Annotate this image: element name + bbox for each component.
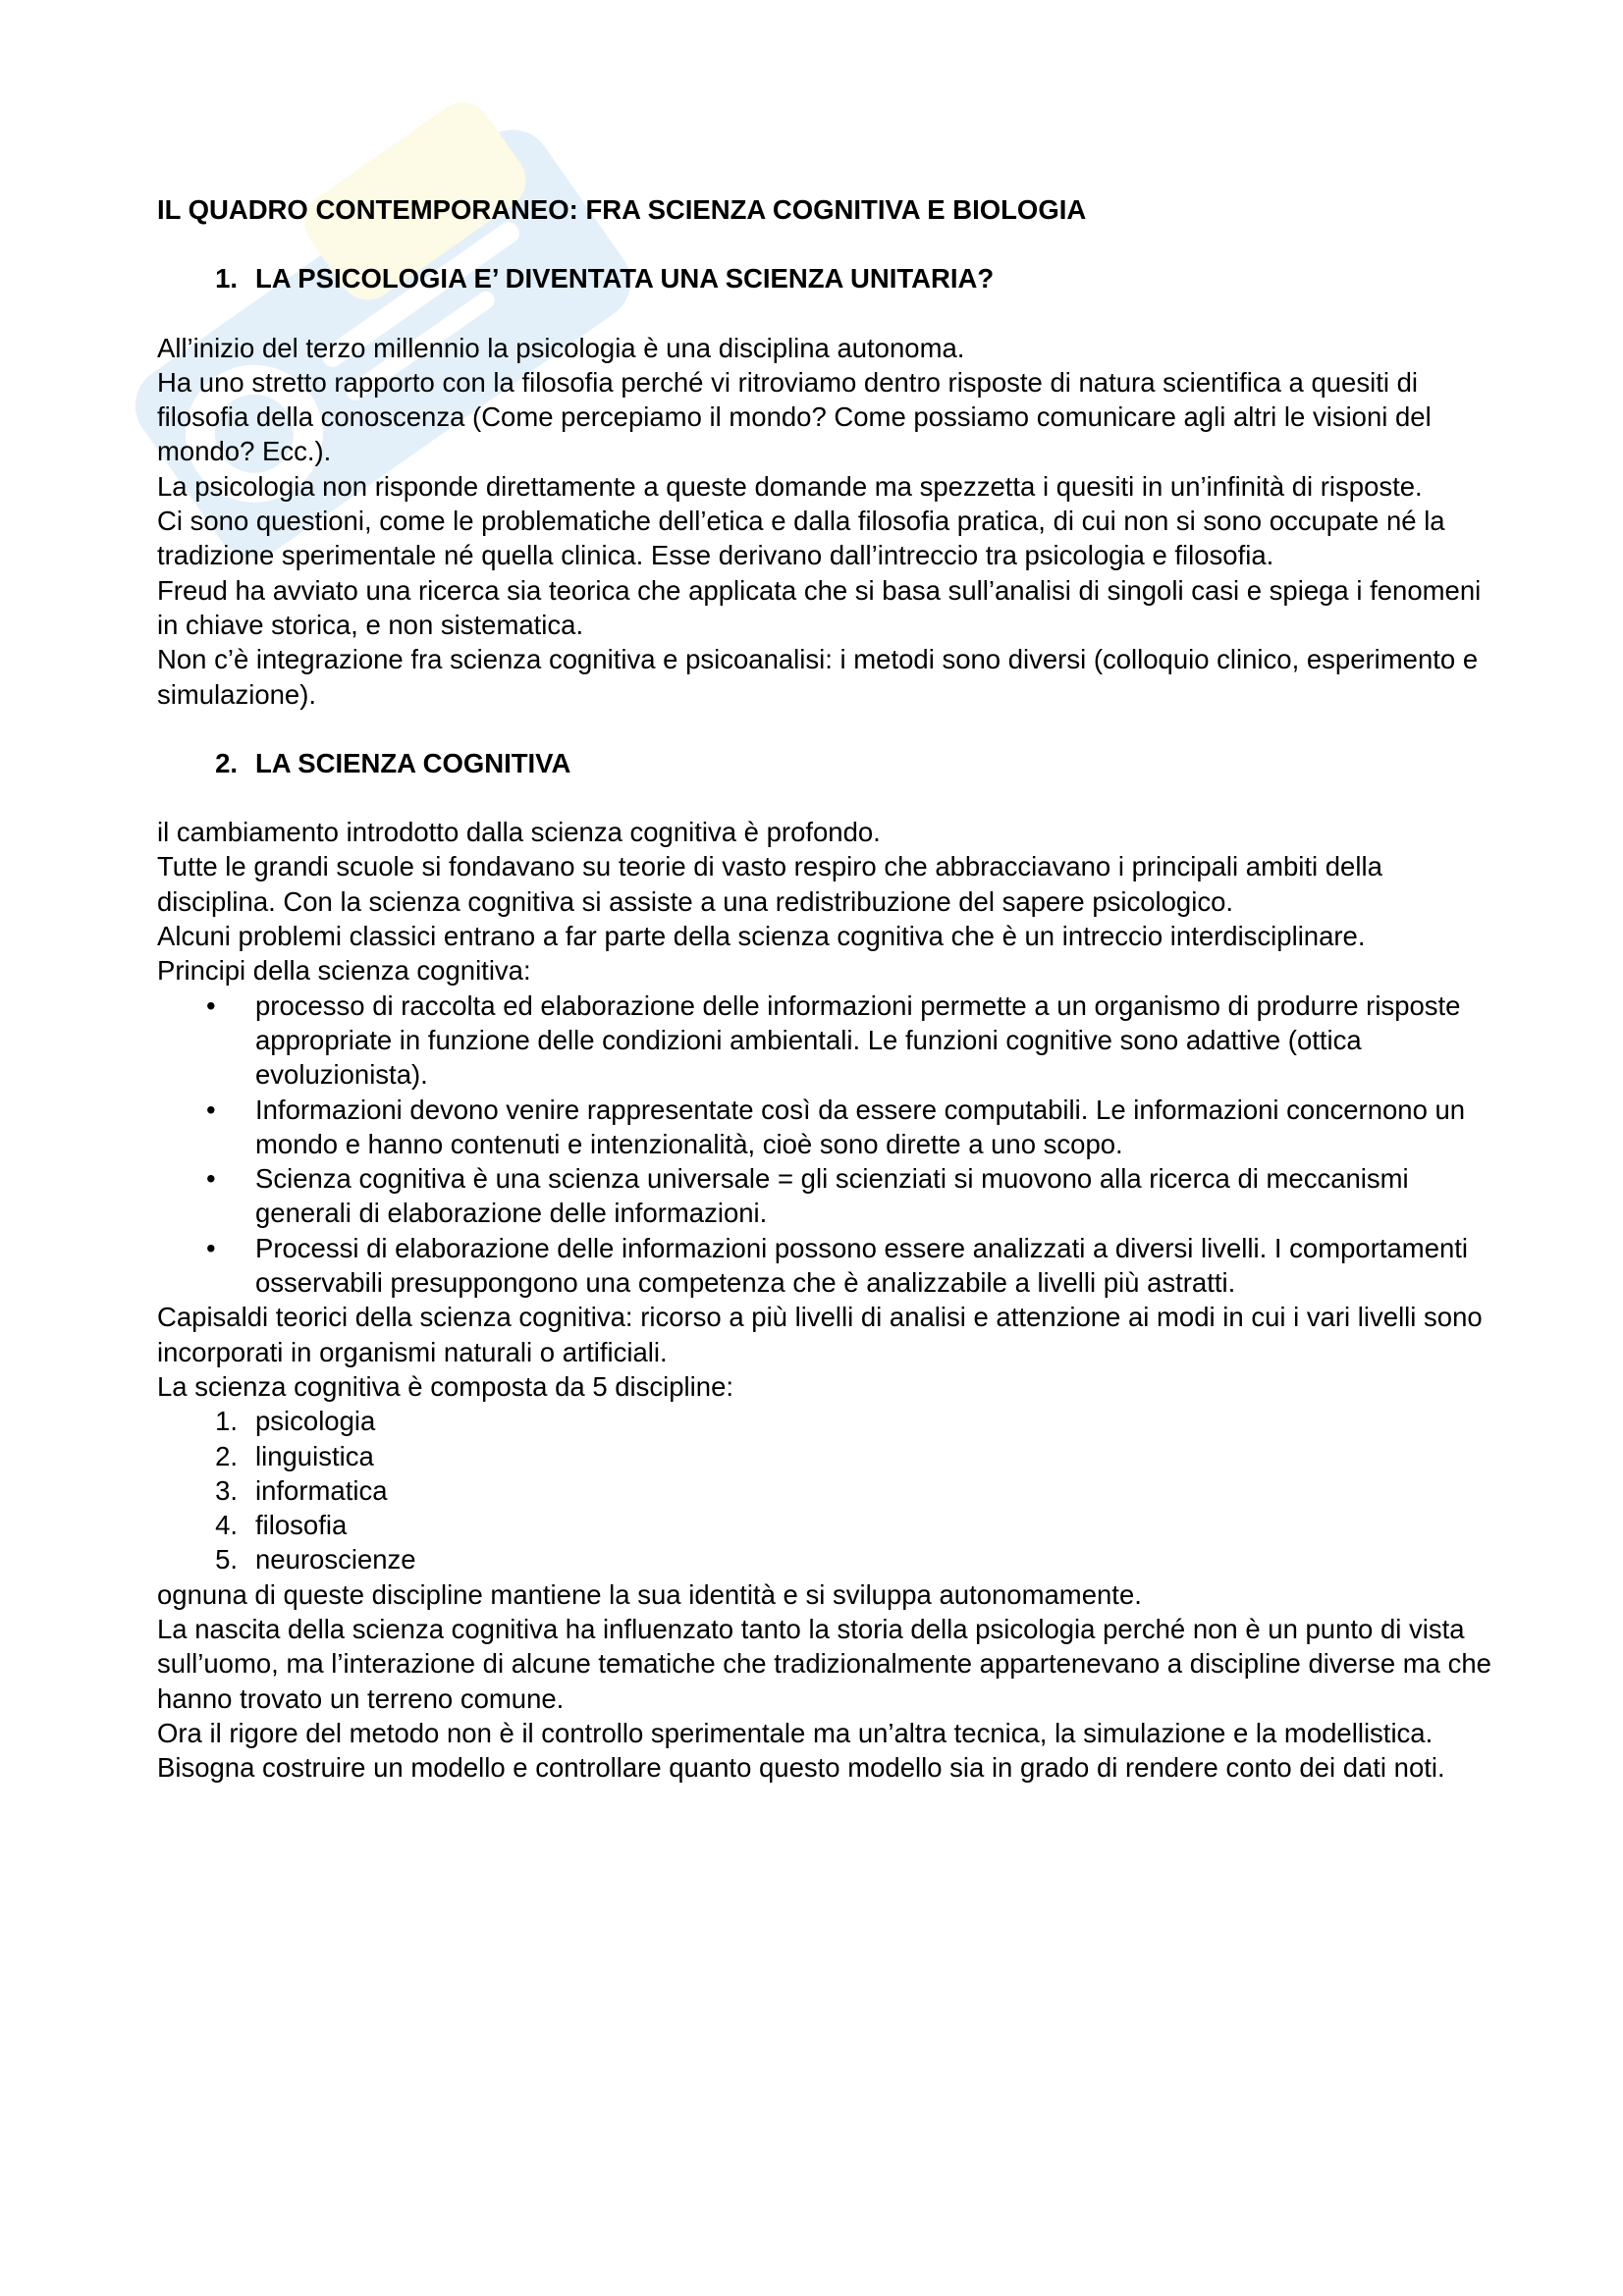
list-item-text: neuroscienze	[255, 1544, 416, 1575]
list-number: 5.	[215, 1544, 238, 1575]
paragraph: La scienza cognitiva è composta da 5 discipline:	[157, 1370, 734, 1402]
list-item-text: Processi di elaborazione delle informazioni possono essere analizzati a diversi livelli. I comportamenti osservabili presuppongono una competenza che è analizzabile a livelli più astratti.	[255, 1232, 1469, 1299]
list-item	[157, 1404, 1492, 1438]
list-item-text: psicologia	[255, 1406, 376, 1437]
list-number: 4.	[215, 1510, 238, 1541]
list-number: 2.	[215, 1440, 238, 1471]
section-2-title: LA SCIENZA COGNITIVA	[255, 747, 571, 778]
bullet-marker: •	[206, 1163, 216, 1195]
list-item	[157, 1161, 1492, 1231]
list-number: 1.	[215, 1406, 238, 1437]
section-1-heading	[157, 261, 1492, 295]
document-page	[157, 192, 1492, 1785]
disciplines-list	[157, 1404, 1492, 1576]
bullet-marker: •	[206, 1232, 216, 1263]
paragraph: Capisaldi teorici della scienza cognitiva: ricorso a più livelli di analisi e attenzione ai modi in cui i vari livelli sono incorporati in organismi naturali o artificiali.	[157, 1302, 1483, 1367]
section-1-title: LA PSICOLOGIA E’ DIVENTATA UNA SCIENZA UNITARIA?	[255, 263, 995, 294]
list-item	[157, 1508, 1492, 1542]
paragraph: Ha uno stretto rapporto con la filosofia perché vi ritroviamo dentro risposte di natura scientifica a quesiti di filosofia della conoscenza (Come percepiamo il mondo? Come possiamo comunicare agli altri le visioni del mondo? Ecc.).	[157, 366, 1432, 467]
bullet-marker: •	[206, 1094, 216, 1125]
paragraph: Ci sono questioni, come le problematiche dell’etica e dalla filosofia pratica, di cui non si sono occupate né la tradizione sperimentale né quella clinica. Esse derivano dall’intreccio tra psicologia e filosofia.	[157, 506, 1445, 571]
section-2-number: 2.	[215, 747, 238, 778]
list-item-text: informatica	[255, 1474, 388, 1506]
section-1-body	[157, 331, 1492, 712]
paragraph: Ora il rigore del metodo non è il controllo sperimentale ma un’altra tecnica, la simulazione e la modellistica.	[157, 1717, 1434, 1748]
list-item-text: linguistica	[255, 1440, 374, 1471]
spacer	[157, 296, 1492, 331]
spacer	[157, 780, 1492, 815]
spacer	[157, 712, 1492, 746]
list-item-text: filosofia	[255, 1510, 348, 1541]
section-2-heading	[157, 746, 1492, 780]
list-item	[157, 1439, 1492, 1473]
paragraph: Freud ha avviato una ricerca sia teorica che applicata che si basa sull’analisi di singoli casi e spiega i fenomeni in chiave storica, e non sistematica.	[157, 574, 1482, 640]
paragraph: ognuna di queste discipline mantiene la sua identità e si sviluppa autonomamente.	[157, 1578, 1142, 1610]
list-item-text: Informazioni devono venire rappresentate così da essere computabili. Le informazioni concernono un mondo e hanno contenuti e intenzionalità, cioè sono dirette a uno scopo.	[255, 1094, 1466, 1159]
list-item	[157, 1542, 1492, 1576]
paragraph: Alcuni problemi classici entrano a far parte della scienza cognitiva che è un intreccio interdisciplinare.	[157, 921, 1366, 952]
document-title: IL QUADRO CONTEMPORANEO: FRA SCIENZA COGNITIVA E BIOLOGIA	[157, 194, 1087, 225]
list-item	[157, 1231, 1492, 1301]
list-item	[157, 1473, 1492, 1508]
section-2-body	[157, 815, 1492, 1785]
paragraph: All’inizio del terzo millennio la psicologia è una disciplina autonoma.	[157, 332, 965, 363]
paragraph: Non c’è integrazione fra scienza cognitiva e psicoanalisi: i metodi sono diversi (colloquio clinico, esperimento e simulazione).	[157, 644, 1479, 710]
bullet-marker: •	[206, 989, 216, 1021]
paragraph: Tutte le grandi scuole si fondavano su teorie di vasto respiro che abbracciavano i principali ambiti della disciplina. Con la scienza cognitiva si assiste a una redistribuzione del sapere psicologico.	[157, 851, 1382, 917]
paragraph: Bisogna costruire un modello e controllare quanto questo modello sia in grado di rendere conto dei dati noti.	[157, 1752, 1445, 1784]
paragraph: il cambiamento introdotto dalla scienza cognitiva è profondo.	[157, 817, 881, 848]
principles-list	[157, 988, 1492, 1301]
list-number: 3.	[215, 1474, 238, 1506]
paragraph: La nascita della scienza cognitiva ha influenzato tanto la storia della psicologia perché non è un punto di vista sull’uomo, ma l’interazione di alcune tematiche che tradizionalmente appartenevano a discipline diverse ma che hanno trovato un terreno comune.	[157, 1613, 1491, 1714]
list-item-text: processo di raccolta ed elaborazione delle informazioni permette a un organismo di produrre risposte appropriate in funzione delle condizioni ambientali. Le funzioni cognitive sono adattive (ottica evoluzionista).	[255, 989, 1461, 1091]
paragraph: Principi della scienza cognitiva:	[157, 955, 531, 987]
list-item	[157, 1093, 1492, 1162]
paragraph: La psicologia non risponde direttamente a queste domande ma spezzetta i quesiti in un’infinità di risposte.	[157, 470, 1423, 502]
section-1-number: 1.	[215, 263, 238, 294]
list-item	[157, 988, 1492, 1093]
list-item-text: Scienza cognitiva è una scienza universale = gli scienziati si muovono alla ricerca di meccanismi generali di elaborazione delle informazioni.	[255, 1163, 1409, 1229]
